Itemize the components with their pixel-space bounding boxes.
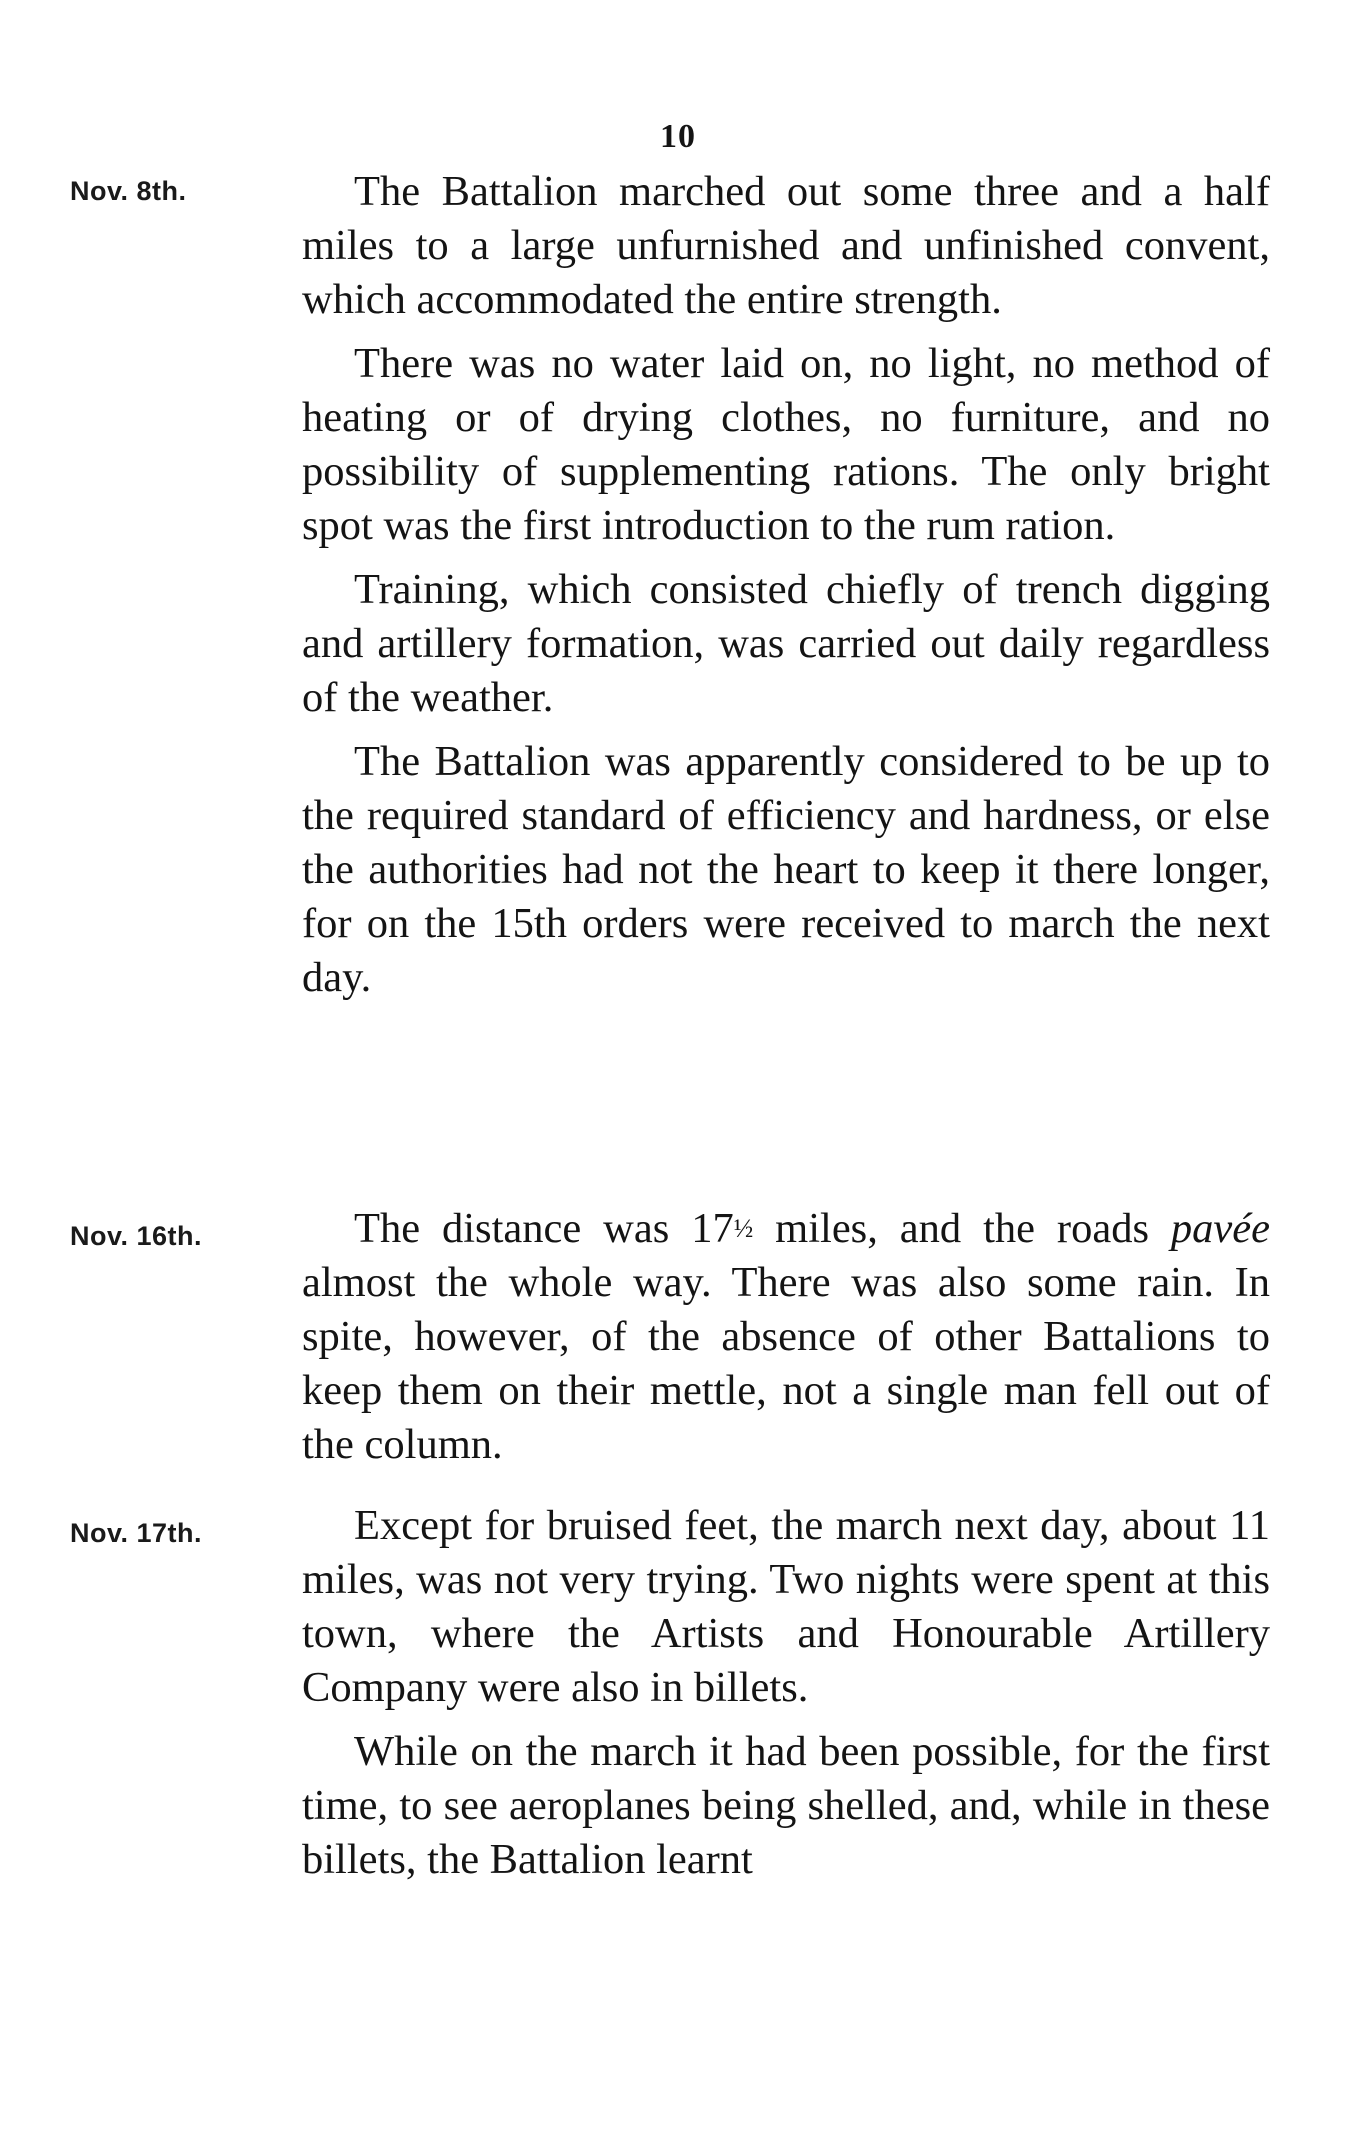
entry-nov-16 bbox=[302, 1202, 1270, 1482]
italic-pavee: pavée bbox=[1170, 1205, 1271, 1253]
distance-text-end: almost the whole way. There was also some rain. In spite, however, of the absence of other Battalions to keep them on their mettle, not a single man fell out of the column. bbox=[302, 1259, 1270, 1469]
paragraph-standard: The Battalion was apparently considered to be up to the required standard of efficiency and hardness, or else the authorities had not the heart to keep it there longer, for on the 15th orders were received to march the next day. bbox=[302, 738, 1270, 1001]
paragraph-convent: The Battalion marched out some three and a half miles to a large unfurnished and unfinished convent, which accommodated the entire strength. bbox=[302, 168, 1270, 323]
distance-text-middle: miles, and the roads bbox=[753, 1205, 1171, 1253]
paragraph-training: Training, which consisted chiefly of trench digging and artillery formation, was carried out daily regardless of the weather. bbox=[302, 566, 1270, 721]
paragraph-aeroplanes: While on the march it had been possible, for the first time, to see aeroplanes being shelled, and, while in these billets, the Battalion learnt bbox=[302, 1728, 1270, 1883]
entry-nov-8 bbox=[302, 165, 1270, 1015]
date-nov-16: Nov. 16th. bbox=[70, 1221, 203, 1251]
distance-text-start: The distance was 17 bbox=[354, 1205, 734, 1253]
paragraph-march: Except for bruised feet, the march next day, about 11 miles, was not very trying. Two nights were spent at this town, where the Artists and Honourable Artillery Company were also in billets. bbox=[302, 1502, 1270, 1711]
date-nov-8: Nov. 8th. bbox=[70, 176, 187, 206]
paragraph-no-water: There was no water laid on, no light, no method of heating or of drying clothes, no furniture, and no possibility of supplementing rations. The only bright spot was the first introduction to the rum ration. bbox=[302, 340, 1270, 549]
entry-nov-17 bbox=[302, 1499, 1270, 1897]
paragraph-distance bbox=[302, 1202, 1270, 1472]
fraction-half: ½ bbox=[733, 1214, 754, 1243]
date-nov-17: Nov. 17th. bbox=[70, 1518, 203, 1548]
page-number: 10 bbox=[660, 118, 696, 155]
